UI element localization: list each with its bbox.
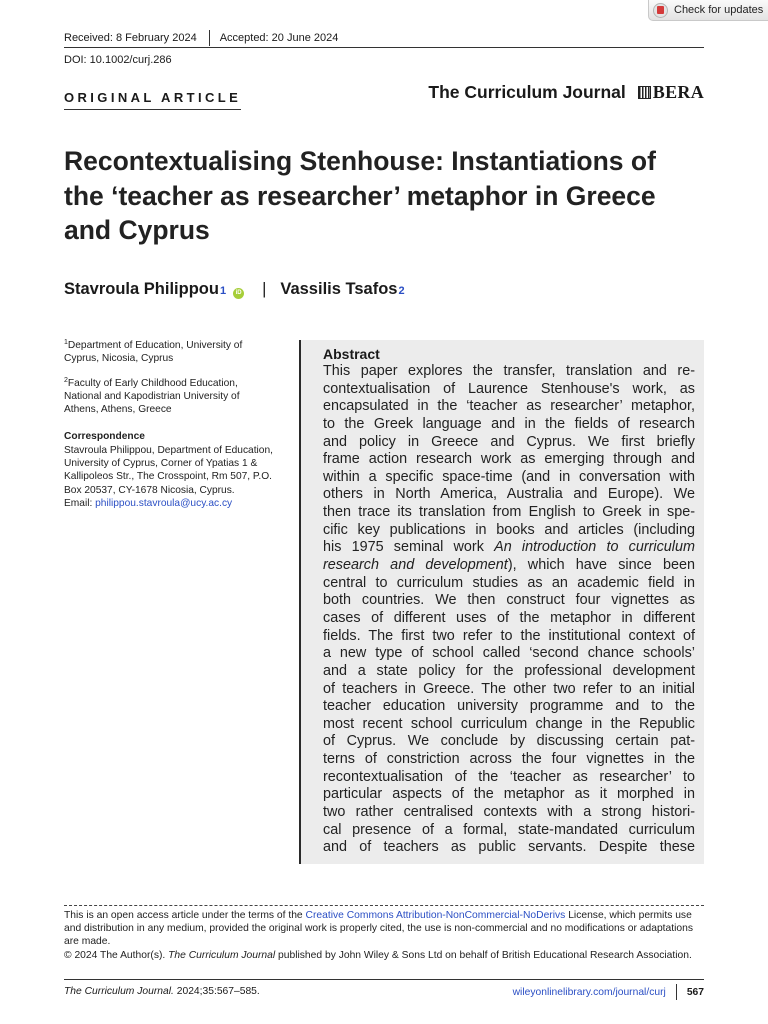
check-for-updates-label: Check for updates — [674, 4, 764, 16]
footer-divider — [676, 984, 677, 1000]
email-link[interactable]: philippou.stavroula@ucy.ac.cy — [95, 497, 233, 509]
abstract-line: recontextualisation of the ‘teacher as researcher’ to — [323, 768, 695, 785]
correspondence-address: Stavroula Philippou, Department of Education, University of Cyprus, Corner of Ypatias 1 & Kallipoleos Str., The Crosspoint, Rm 507, P.O. Box 20537, CY-1678 Nicosia, Cyprus. — [64, 444, 273, 496]
affiliation-2 — [64, 374, 276, 417]
correspondence-email — [64, 497, 276, 510]
abstract-line: then trace its translation from English to Greek in spe- — [323, 504, 695, 521]
abstract-line: frame action research work as emerging through and — [323, 451, 695, 468]
abstract-box — [299, 340, 704, 864]
abstract-line: and of teachers as public servants. Despite these — [323, 839, 695, 856]
abstract-line: cific key publications in books and articles (including — [323, 521, 695, 538]
title-line: the ‘teacher as researcher’ metaphor in Greece — [64, 180, 656, 211]
abstract-line: particular aspects of the metaphor as it morphed in — [323, 786, 695, 803]
affiliation-text: Faculty of Early Childhood Education, National and Kapodistrian University of Athens, Athens, Greece — [64, 377, 240, 416]
abstract-line: of teachers in Greece. The other two refer to an initial — [323, 680, 695, 697]
correspondence-heading: Correspondence — [64, 431, 145, 443]
abstract-line: teacher education university programme and to the — [323, 698, 695, 715]
cc-license-link[interactable]: Creative Commons Attribution-NonCommercial-NoDerivs — [305, 910, 566, 921]
abstract-line: most recent school curriculum change in the Republic — [323, 715, 695, 732]
abstract-line-text: ), which have since been — [507, 557, 696, 574]
abstract-line: contextualisation of Laurence Stenhouse's work, as — [323, 380, 695, 397]
abstract-line: central to curriculum studies as an academic field in — [323, 574, 695, 591]
abstract-italic-title: research and development — [323, 557, 508, 574]
journal-name: The Curriculum Journal — [428, 82, 626, 102]
abstract-line: and a state policy for the professional development — [323, 662, 695, 679]
abstract-line: encapsulated in the ‘teacher as researcher’ metaphor, — [323, 398, 695, 415]
abstract-line — [323, 539, 695, 557]
bera-logo — [638, 82, 704, 103]
footer-citation — [64, 986, 260, 997]
abstract-line: fields. The first two refer to the institutional context of — [323, 627, 695, 644]
journal-header — [428, 82, 704, 103]
abstract-line: to the Greek language and in the fields of research — [323, 415, 695, 432]
bera-wordmark: BERA — [652, 82, 704, 102]
copyright-part: published by John Wiley & Sons Ltd on behalf of British Educational Research Association. — [275, 949, 692, 961]
footer-rule — [64, 979, 704, 980]
abstract-line: and policy in Greece and Cyprus. We first briefly — [323, 433, 695, 450]
license-divider — [64, 905, 704, 906]
bera-mark-icon — [638, 86, 651, 99]
orcid-icon[interactable]: iD — [233, 288, 244, 299]
affil-marker: 1 — [64, 339, 68, 346]
abstract-heading: Abstract — [323, 346, 380, 362]
abstract-text — [323, 363, 695, 857]
article-type: ORIGINAL ARTICLE — [64, 90, 241, 110]
abstract-line: cases of different uses of the metaphor in different — [323, 609, 695, 626]
page-number: 567 — [686, 986, 704, 998]
abstract-line-text: his 1975 seminal work — [323, 539, 495, 556]
affiliation-1 — [64, 336, 276, 366]
email-label: Email: — [64, 497, 96, 509]
received-accepted-line — [64, 30, 338, 46]
abstract-line: others in North America, Australia and Europe). We — [323, 486, 695, 503]
abstract-italic-title: An introduction to curriculum — [494, 539, 695, 556]
journal-url-link[interactable]: wileyonlinelibrary.com/journal/curj — [512, 986, 666, 998]
copyright-text — [64, 949, 704, 962]
author-list — [64, 280, 405, 299]
abstract-line: cal presence of a formal, state-mandated curriculum — [323, 821, 695, 838]
footer-right — [513, 984, 704, 1000]
check-for-updates-button[interactable] — [648, 0, 768, 21]
copyright-part: © 2024 The Author(s). — [64, 949, 169, 961]
header-rule — [64, 47, 704, 48]
affil-marker: 2 — [64, 376, 68, 384]
title-line: and Cyprus — [64, 215, 210, 245]
abstract-line: two rather centralised contexts with a strong histori- — [323, 804, 695, 821]
license-text — [64, 909, 704, 949]
author-name[interactable]: Vassilis Tsafos — [280, 280, 398, 298]
author-name[interactable]: Stavroula Philippou — [64, 280, 219, 298]
abstract-line: of Cyprus. We conclude by discussing certain pat- — [323, 733, 695, 750]
abstract-line: terns of constriction across the four vignettes in the — [323, 751, 695, 768]
crossmark-icon — [653, 3, 668, 18]
abstract-line: within a specific space-time (and in conversation with — [323, 468, 695, 485]
title-line: Recontextualising Stenhouse: Instantiations of — [64, 146, 656, 176]
copyright-journal: The Curriculum Journal — [168, 949, 276, 961]
author-separator: | — [262, 280, 267, 298]
received-date: Received: 8 February 2024 — [64, 32, 197, 44]
abstract-line: both countries. We then construct four vignettes as — [323, 592, 695, 609]
article-title — [64, 144, 712, 248]
accepted-date: Accepted: 20 June 2024 — [219, 32, 339, 44]
abstract-line: This paper explores the transfer, translation and re- — [323, 363, 695, 379]
author-affil-marker[interactable]: 1 — [219, 285, 227, 297]
abstract-line — [323, 557, 695, 575]
doi: DOI: 10.1002/curj.286 — [64, 54, 172, 66]
license-text-part: This is an open access article under the terms of the — [64, 910, 306, 921]
footer-citation-text: 2024;35:567–585. — [173, 986, 260, 997]
license-text-part: License, which permits use and distribution in any medium, provided the original work is properly cited, the use is non-commercial and no modifications or adaptations are made. — [64, 910, 694, 948]
divider — [209, 30, 210, 46]
abstract-line: a new type of school called ‘second chance schools’ — [323, 645, 695, 662]
author-affil-marker[interactable]: 2 — [398, 285, 405, 297]
footer-journal: The Curriculum Journal. — [64, 986, 174, 997]
affiliations — [64, 336, 276, 510]
affiliation-text: Department of Education, University of Cyprus, Nicosia, Cyprus — [64, 340, 243, 365]
license-notice — [64, 909, 704, 962]
